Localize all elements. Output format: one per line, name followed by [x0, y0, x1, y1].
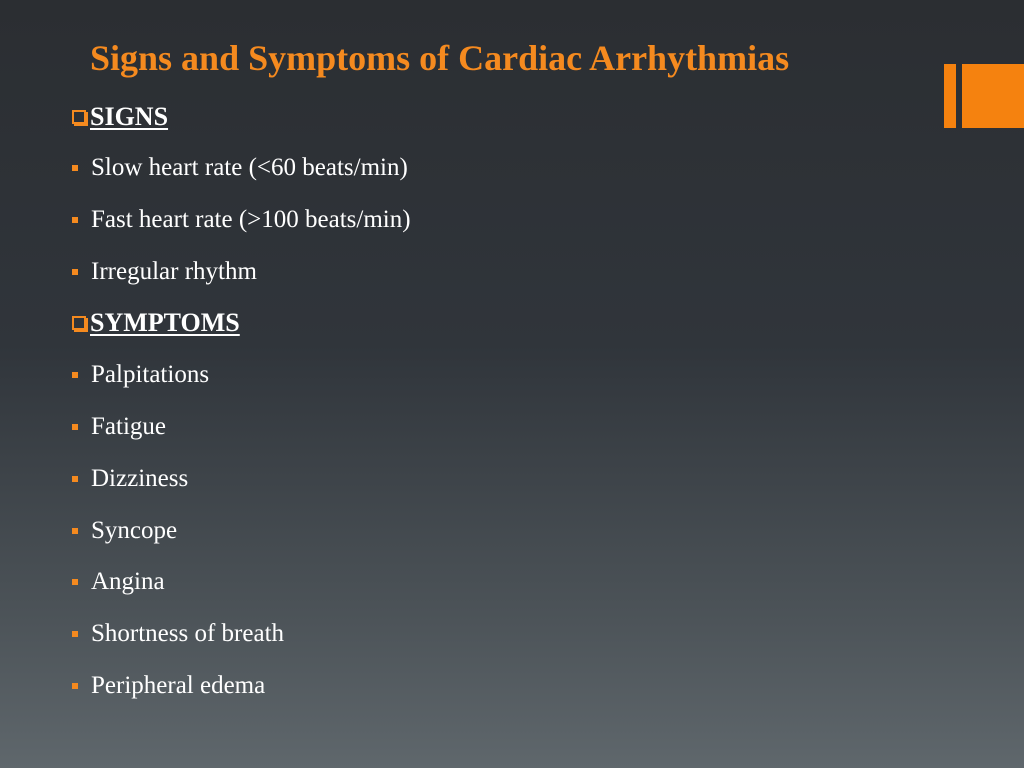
list-item	[72, 516, 177, 546]
signs-heading	[72, 102, 168, 132]
list-item	[72, 153, 408, 183]
list-item-label: Slow heart rate (<60 beats/min)	[91, 154, 408, 181]
square-bullet-icon	[72, 631, 78, 637]
square-bullet-icon	[72, 579, 78, 585]
slide-title: Signs and Symptoms of Cardiac Arrhythmias	[90, 38, 790, 78]
signs-heading-label: SIGNS	[90, 102, 169, 131]
square-bullet-icon	[72, 269, 78, 275]
square-bullet-icon	[72, 528, 78, 534]
list-item	[72, 412, 166, 442]
list-item-label: Peripheral edema	[91, 672, 266, 699]
square-bullet-icon	[72, 476, 78, 482]
symptoms-heading	[72, 308, 240, 338]
accent-bar-wide	[962, 64, 1024, 128]
list-item	[72, 671, 265, 701]
list-item-label: Fast heart rate (>100 beats/min)	[91, 206, 411, 233]
accent-bar-thin	[944, 64, 956, 128]
square-bullet-icon	[72, 424, 78, 430]
list-item-label: Angina	[91, 568, 165, 595]
list-item-label: Dizziness	[91, 465, 189, 492]
square-bullet-icon	[72, 372, 78, 378]
list-item-label: Syncope	[91, 517, 178, 544]
list-item	[72, 464, 188, 494]
symptoms-heading-label: SYMPTOMS	[90, 308, 240, 337]
list-item	[72, 205, 411, 235]
list-item	[72, 619, 284, 649]
checkbox-square-icon	[72, 316, 86, 330]
list-item	[72, 360, 209, 390]
list-item-label: Irregular rhythm	[91, 258, 257, 285]
checkbox-square-icon	[72, 110, 86, 124]
list-item	[72, 567, 165, 597]
square-bullet-icon	[72, 165, 78, 171]
square-bullet-icon	[72, 217, 78, 223]
list-item-label: Palpitations	[91, 361, 210, 388]
list-item-label: Fatigue	[91, 413, 166, 440]
list-item	[72, 257, 257, 287]
list-item-label: Shortness of breath	[91, 620, 285, 647]
square-bullet-icon	[72, 683, 78, 689]
